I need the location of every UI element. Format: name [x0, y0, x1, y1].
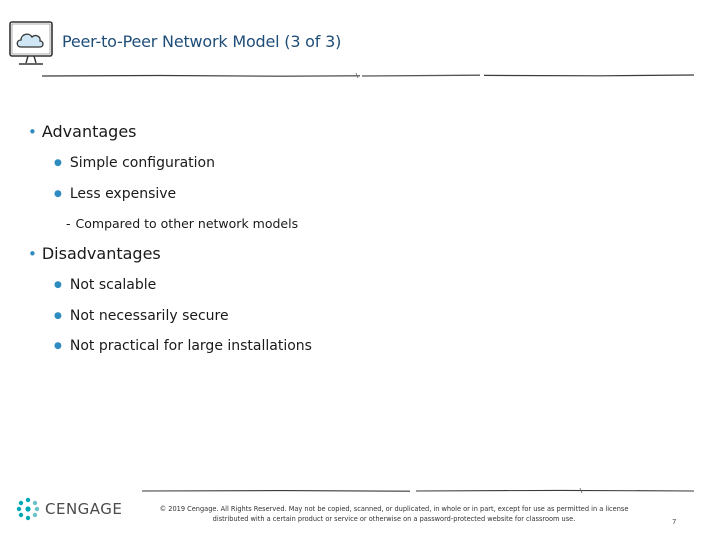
- list-item: - Compared to other network models: [66, 216, 299, 231]
- bullet-icon: •: [28, 123, 37, 141]
- title-divider: [40, 70, 696, 80]
- bullet-icon: ●: [54, 158, 62, 168]
- footer-divider: [140, 486, 696, 494]
- page-title: Peer-to-Peer Network Model (3 of 3): [62, 32, 342, 51]
- bullet-icon: ●: [54, 189, 62, 199]
- bullet-icon: ●: [54, 341, 62, 351]
- list-item: ● Not scalable: [54, 277, 157, 293]
- list-item: ● Not necessarily secure: [54, 308, 229, 324]
- cengage-logo: [16, 496, 122, 522]
- list-item-disadvantages: • Disadvantages: [28, 244, 161, 263]
- list-item: ● Not practical for large installations: [54, 338, 312, 354]
- copyright-line: © 2019 Cengage. All Rights Reserved. May not be copied, scanned, or duplicated, in whole or in part, except for use as permitted in a license: [159, 505, 629, 513]
- dash-icon: -: [66, 216, 71, 231]
- page-number: 7: [672, 518, 677, 526]
- logo-text: CENGAGE: [45, 500, 123, 518]
- bullet-icon: ●: [54, 280, 62, 290]
- copyright-notice: [140, 505, 648, 524]
- cloud-monitor-icon: [6, 18, 56, 72]
- list-item: ● Simple configuration: [54, 155, 215, 171]
- bullet-icon: ●: [54, 311, 62, 321]
- list-item: ● Less expensive: [54, 186, 177, 202]
- cengage-logo-icon: [16, 497, 40, 521]
- list-item-advantages: • Advantages: [28, 122, 137, 141]
- copyright-line: distributed with a certain product or service or otherwise on a password-protected website for classroom use.: [212, 514, 576, 523]
- bullet-icon: •: [28, 245, 37, 263]
